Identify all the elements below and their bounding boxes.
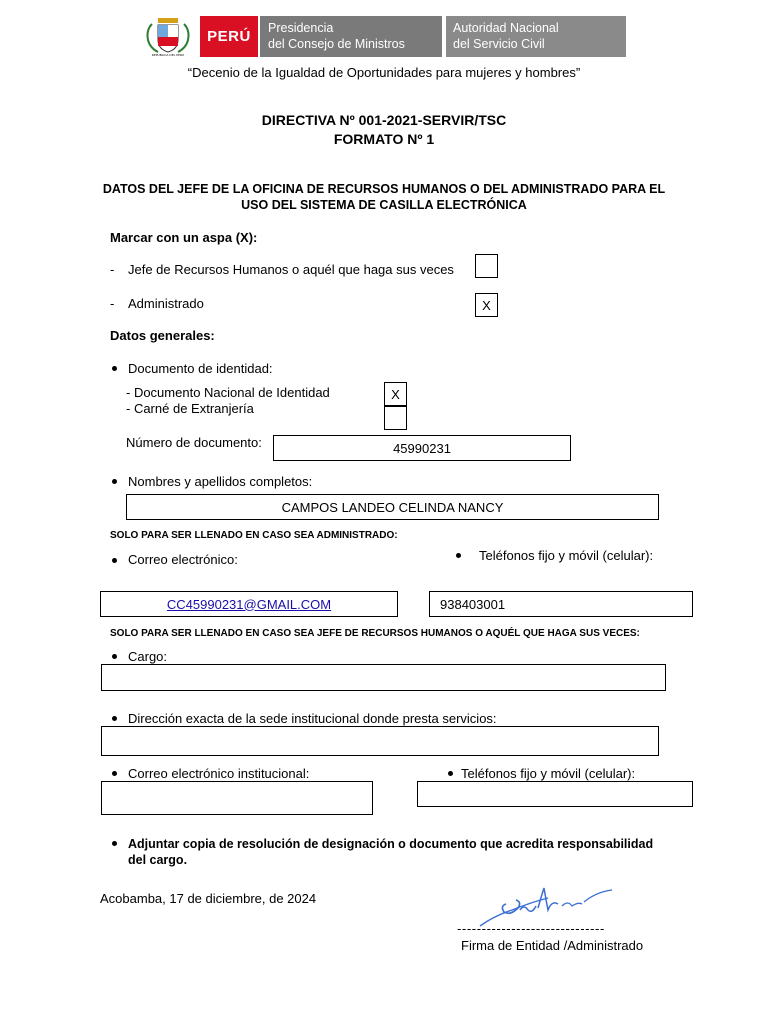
docnum-label: Número de documento: [126,435,262,450]
mark-heading: Marcar con un aspa (X): [110,230,258,245]
address-label: Dirección exacta de la sede institucional donde presta servicios: [128,711,497,726]
bullet-icon [456,553,461,558]
ministry-line1: Presidencia [268,21,334,35]
form-subtitle-line2: USO DEL SISTEMA DE CASILLA ELECTRÓNICA [241,198,527,212]
place-date: Acobamba, 17 de diciembre, de 2024 [100,891,317,906]
checkbox-administrado[interactable]: X [475,293,498,317]
email-field[interactable] [100,591,398,617]
cargo-label: Cargo: [128,649,168,664]
bullet-icon [112,366,117,371]
names-label: Nombres y apellidos completos: [128,474,313,489]
checkbox-dni[interactable]: X [384,382,407,406]
svg-text:REPÚBLICA DEL PERÚ: REPÚBLICA DEL PERÚ [151,53,185,57]
phone-field[interactable] [429,591,693,617]
checkbox-ce[interactable] [384,406,407,430]
email-link[interactable]: CC45990231@GMAIL.COM [166,596,332,612]
names-field[interactable]: CAMPOS LANDEO CELINDA NANCY [126,494,659,520]
administrado-heading: SOLO PARA SER LLENADO EN CASO SEA ADMINISTRADO: [110,530,398,541]
bullet-icon [448,771,453,776]
signature-line: ------------------------------ [457,921,605,936]
attach-line1: Adjuntar copia de resolución de designación o documento que acredita responsabilidad [128,837,654,851]
option-dash-1: - [110,262,115,277]
general-heading: Datos generales: [110,328,215,343]
directive-title-line2: FORMATO Nº 1 [333,131,435,147]
bullet-icon [112,841,117,846]
bullet-icon [112,716,117,721]
dni-label: - Documento Nacional de Identidad [126,385,330,400]
signature-label: Firma de Entidad /Administrado [461,938,644,953]
bullet-icon [112,479,117,484]
option-label-jefe: Jefe de Recursos Humanos o aquél que haga sus veces [128,262,454,277]
inst-phone-label: Teléfonos fijo y móvil (celular): [461,766,636,781]
inst-email-field[interactable] [101,781,373,815]
phone-label: Teléfonos fijo y móvil (celular): [479,548,654,563]
ministry-block [260,16,442,57]
agency-line1: Autoridad Nacional [453,21,559,35]
agency-block [446,16,626,57]
inst-phone-field[interactable] [417,781,693,807]
identity-label: Documento de identidad: [128,361,273,376]
address-field[interactable] [101,726,659,756]
directive-title-line1: DIRECTIVA Nº 001-2021-SERVIR/TSC [261,112,507,128]
bullet-icon [112,558,117,563]
peru-brand-block [200,16,258,57]
peru-shield-icon [140,16,196,57]
docnum-field[interactable]: 45990231 [273,435,571,461]
attach-line2: del cargo. [128,853,188,867]
form-subtitle-line1: DATOS DEL JEFE DE LA OFICINA DE RECURSOS HUMANOS O DEL ADMINISTRADO PARA EL [102,182,666,196]
email-label: Correo electrónico: [128,552,238,567]
inst-email-label: Correo electrónico institucional: [128,766,310,781]
checkbox-jefe[interactable] [475,254,498,278]
option-label-administrado: Administrado [128,296,204,311]
bullet-icon [112,771,117,776]
header-logo-bar [140,16,626,57]
directive-title [0,111,768,149]
option-dash-2: - [110,296,115,311]
agency-line2: del Servicio Civil [453,37,545,51]
ministry-line2: del Consejo de Ministros [268,37,405,51]
phone-value: 938403001 [440,596,506,612]
attach-note [128,836,653,868]
motto: “Decenio de la Igualdad de Oportunidades para mujeres y hombres” [187,65,581,80]
jefe-heading: SOLO PARA SER LLENADO EN CASO SEA JEFE DE RECURSOS HUMANOS O AQUÉL QUE HAGA SUS VECES: [110,628,640,639]
bullet-icon [112,654,117,659]
peru-brand-text: PERÚ [207,28,251,45]
cargo-field[interactable] [101,664,666,691]
form-subtitle [0,181,768,213]
ce-label: - Carné de Extranjería [126,401,254,416]
